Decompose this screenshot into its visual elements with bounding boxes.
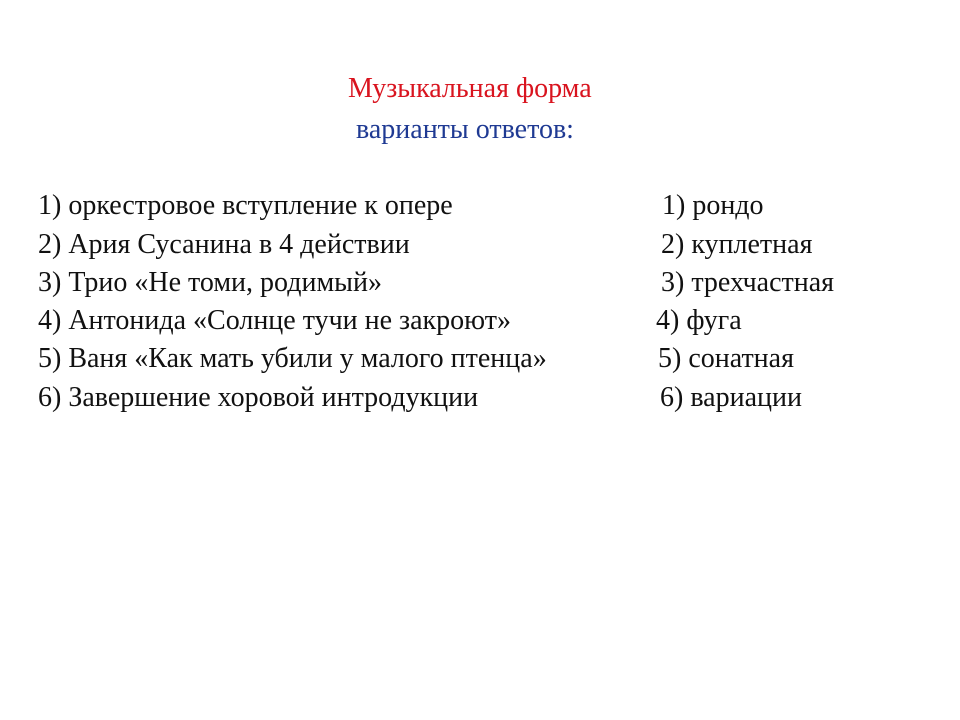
fragment-item: 3) Трио «Не томи, родимый»: [38, 267, 382, 298]
fragment-item: 4) Антонида «Солнце тучи не закроют»: [38, 305, 511, 336]
form-option: 5) сонатная: [658, 343, 794, 374]
fragment-item: 2) Ария Сусанина в 4 действии: [38, 229, 410, 260]
fragment-item: 5) Ваня «Как мать убили у малого птенца»: [38, 343, 547, 374]
slide-subtitle: варианты ответов:: [356, 114, 574, 145]
fragment-item: 1) оркестровое вступление к опере: [38, 190, 453, 221]
fragment-item: 6) Завершение хоровой интродукции: [38, 382, 479, 413]
form-option: 6) вариации: [660, 382, 802, 413]
form-option: 2) куплетная: [661, 229, 813, 260]
slide-title: Музыкальная форма: [348, 73, 592, 104]
form-option: 3) трехчастная: [661, 267, 835, 298]
form-option: 1) рондо: [662, 190, 764, 221]
form-option: 4) фуга: [656, 305, 742, 336]
